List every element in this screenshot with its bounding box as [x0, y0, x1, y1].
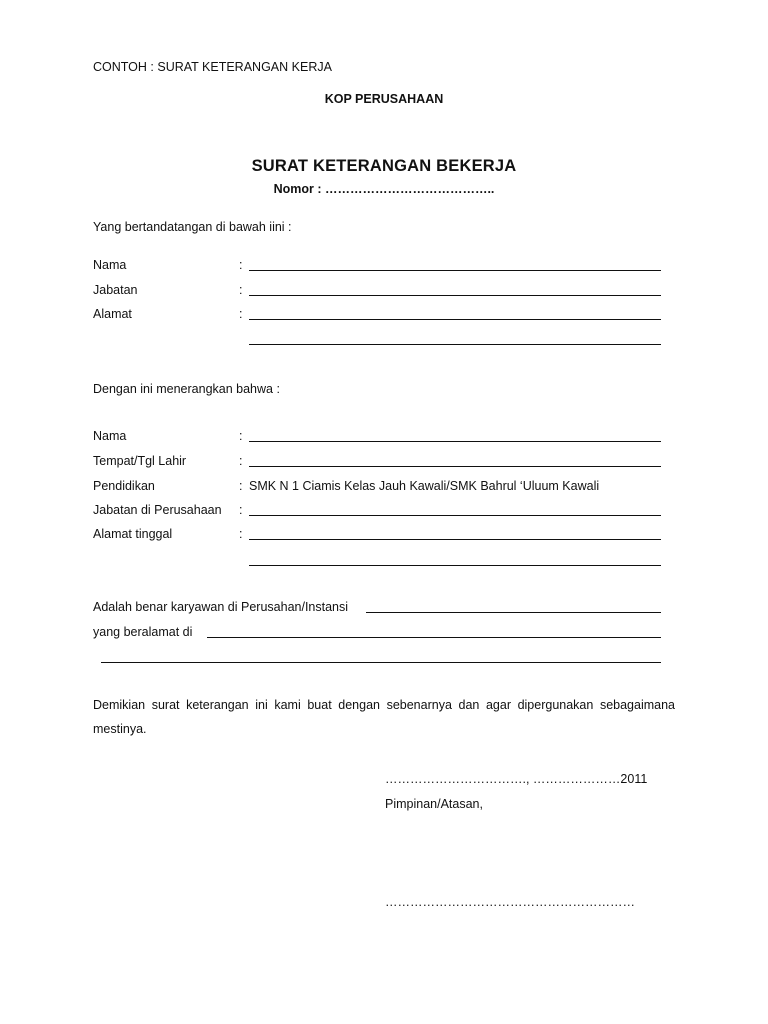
- employee-intro: Dengan ini menerangkan bahwa :: [93, 382, 280, 396]
- signer-intro: Yang bertandatangan di bawah iini :: [93, 220, 292, 234]
- employee-birth-colon: :: [239, 454, 243, 468]
- employee-education-value: SMK N 1 Ciamis Kelas Jauh Kawali/SMK Bahrul ‘Uluum Kawali: [249, 479, 600, 493]
- employee-address-colon: :: [239, 527, 243, 541]
- employee-education-colon: :: [239, 479, 243, 493]
- employee-job-label: Jabatan di Perusahaan: [93, 503, 222, 517]
- company-name-field[interactable]: [366, 612, 661, 613]
- company-address-label: yang beralamat di: [93, 625, 193, 639]
- employee-address-field-line2[interactable]: [249, 565, 661, 566]
- employee-job-colon: :: [239, 503, 243, 517]
- signer-name-label: Nama: [93, 258, 127, 272]
- document-number: Nomor : …………………………………..: [273, 182, 495, 196]
- place-date: ……………………………., …………………2011: [385, 772, 648, 786]
- employee-address-field[interactable]: [249, 539, 661, 540]
- signer-name-field[interactable]: [249, 270, 661, 271]
- signer-address-label: Alamat: [93, 307, 132, 321]
- employee-name-field[interactable]: [249, 441, 661, 442]
- employee-address-label: Alamat tinggal: [93, 527, 173, 541]
- company-statement: Adalah benar karyawan di Perusahan/Instansi: [93, 600, 349, 614]
- signer-address-field[interactable]: [249, 319, 661, 320]
- employee-name-label: Nama: [93, 429, 127, 443]
- example-label: CONTOH : SURAT KETERANGAN KERJA: [93, 60, 332, 74]
- employee-job-field[interactable]: [249, 515, 661, 516]
- signer-position-label: Jabatan: [93, 283, 138, 297]
- employee-name-colon: :: [239, 429, 243, 443]
- closing-paragraph: Demikian surat keterangan ini kami buat dengan sebenarnya dan agar dipergunakan sebagaimana mestinya.: [93, 698, 675, 736]
- company-letterhead: KOP PERUSAHAAN: [324, 92, 444, 106]
- signer-address-field-line2[interactable]: [249, 344, 661, 345]
- signer-position-colon: :: [239, 283, 243, 297]
- signature-name-line: ……………………………………………………: [385, 895, 635, 909]
- employee-education-label: Pendidikan: [93, 479, 155, 493]
- signer-position-title: Pimpinan/Atasan,: [385, 797, 483, 811]
- company-address-field[interactable]: [207, 637, 661, 638]
- employee-birth-field[interactable]: [249, 466, 661, 467]
- signer-address-colon: :: [239, 307, 243, 321]
- signer-position-field[interactable]: [249, 295, 661, 296]
- signer-name-colon: :: [239, 258, 243, 272]
- document-title: SURAT KETERANGAN BEKERJA: [251, 157, 517, 175]
- company-address-field-line2[interactable]: [101, 662, 661, 663]
- employee-birth-label: Tempat/Tgl Lahir: [93, 454, 187, 468]
